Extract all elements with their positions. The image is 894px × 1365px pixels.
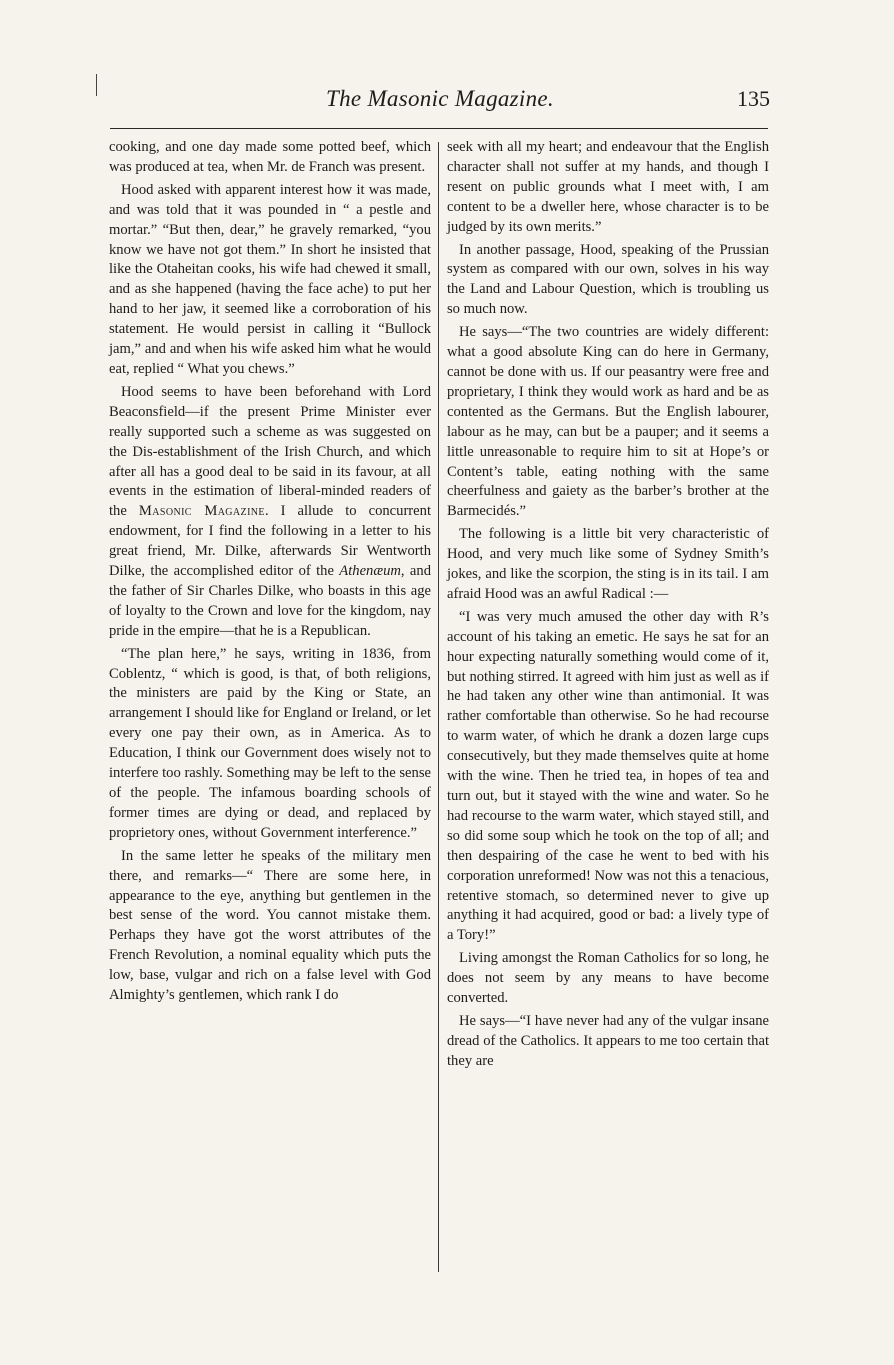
paragraph: “The plan here,” he says, writing in 1836, from Coblentz, “ which is good, is that, of both religions, the ministers are paid by the King or State, an arrangement I should like for England or Ireland, or let every one pay their own, as in America. As to Education, I think our Government does wisely not to interfere too rashly. Something may be left to the sense of the people. The infamous boarding schools of former times are dying or dead, and replaced by proprietory ones, without Government interference.”	[109, 645, 431, 841]
column-divider	[438, 142, 439, 1272]
paragraph: He says—“The two countries are widely different: what a good absolute King can do here in Germany, cannot be done with us. If our peasantry were free and proprietary, I think they would work as hard and be as contented as the Germans. But the English labourer, labour as he may, can but be a pauper; and it seems a little unreasonable to require him to sit at Hope’s or Content’s table, eating nothing with the same cheerfulness and gaiety as the barber’s brother at the Barmecidés.”	[447, 324, 769, 520]
paragraph: seek with all my heart; and endeavour that the English character shall not suffer at my hands, and though I resent on public grounds what I meet with, I am content to be a dweller here, whose character is to be judged by its own merits.”	[447, 139, 769, 235]
header-rule	[110, 128, 768, 129]
page-number: 135	[737, 86, 770, 111]
paragraph: In the same letter he speaks of the military men there, and remarks—“ There are some here, in appearance to the eye, anything but gentlemen in the best sense of the word. You cannot mistake them. Perhaps they have got the worst attributes of the French Revolution, a nominal equality which puts the low, base, vulgar and rich on a false level with God Almighty’s gentlemen, which rank I do	[109, 847, 431, 1004]
paragraph: In another passage, Hood, speaking of the Prussian system as compared with our own, solves in his way the Land and Labour Question, which is troubling us so much now.	[447, 241, 769, 318]
paragraph: He says—“I have never had any of the vulgar insane dread of the Catholics. It appears to me too certain that they are	[447, 1012, 769, 1069]
paragraph: “I was very much amused the other day with R’s account of his taking an emetic. He says he sat for an hour expecting naturally something would come of it, but nothing stirred. It agreed with him just as well as if he had taken any other wine than antimonial. It was rather comfortable than otherwise. So he had recourse to warm water, of which he drank a dozen large cups consecutively, but they made themselves quite at home with the wine. Then he tried tea, in hopes of tea and turn out, but it stayed with the wine and water. So he had recourse to the warm water, which stayed still, and so did some soup which he took on the top of all; and then despairing of the case he went to bed with his corporation unreformed! Now was not this a tenacious, retentive stomach, so determined never to give up anything it had acquired, good or bad: a lively type of a Tory!”	[447, 608, 769, 944]
paragraph	[109, 383, 431, 642]
margin-mark	[96, 74, 97, 96]
right-column	[447, 138, 769, 1075]
paragraph: cooking, and one day made some potted beef, which was produced at tea, when Mr. de Franch was present.	[109, 139, 431, 175]
paragraph: Hood asked with apparent interest how it was made, and was told that it was pounded in “ a pestle and mortar.” “But then, dear,” he gravely remarked, “you know we have not got them.” In short he insisted that like the Otaheitan cooks, his wife had chewed it small, and as she happened (having the face ache) to put her hand to her jaw, it seemed like a corroboration of his statement. He would persist in calling it “Bullock jam,” and and when his wife asked him what he would eat, replied “ What you chews.”	[109, 181, 431, 377]
running-head	[110, 86, 770, 116]
text-run: Hood seems to have been beforehand with Lord Beaconsfield—if the present Prime Minister ever really supported such a scheme as was suggested on the Dis-establishment of the Irish Church, and which after all has a good deal to be said in its favour, at all events in the estimation of liberal-minded readers of the	[109, 383, 431, 520]
athenaeum-italic: Athenæum	[339, 563, 401, 580]
text-run: . I allude to concurrent endowment, for I find the following in a letter to his great friend, Mr. Dilke, afterwards Sir Wentworth Dilke, the accomplished editor of the	[109, 503, 431, 580]
paragraph: Living amongst the Roman Catholics for so long, he does not seem by any means to have become converted.	[447, 950, 769, 1007]
text-run: , and the father of Sir Charles Dilke, who boasts in this age of loyalty to the Crown and love for the kingdom, nay pride in the empire—that he is a Republican.	[109, 563, 431, 639]
magazine-title: The Masonic Magazine.	[326, 86, 554, 111]
left-column	[109, 138, 431, 1009]
magazine-name-small-caps: Masonic Magazine	[138, 503, 265, 520]
paragraph: The following is a little bit very characteristic of Hood, and very much like some of Sydney Smith’s jokes, and like the scorpion, the sting is in its tail. I am afraid Hood was an awful Radical :—	[447, 526, 769, 602]
